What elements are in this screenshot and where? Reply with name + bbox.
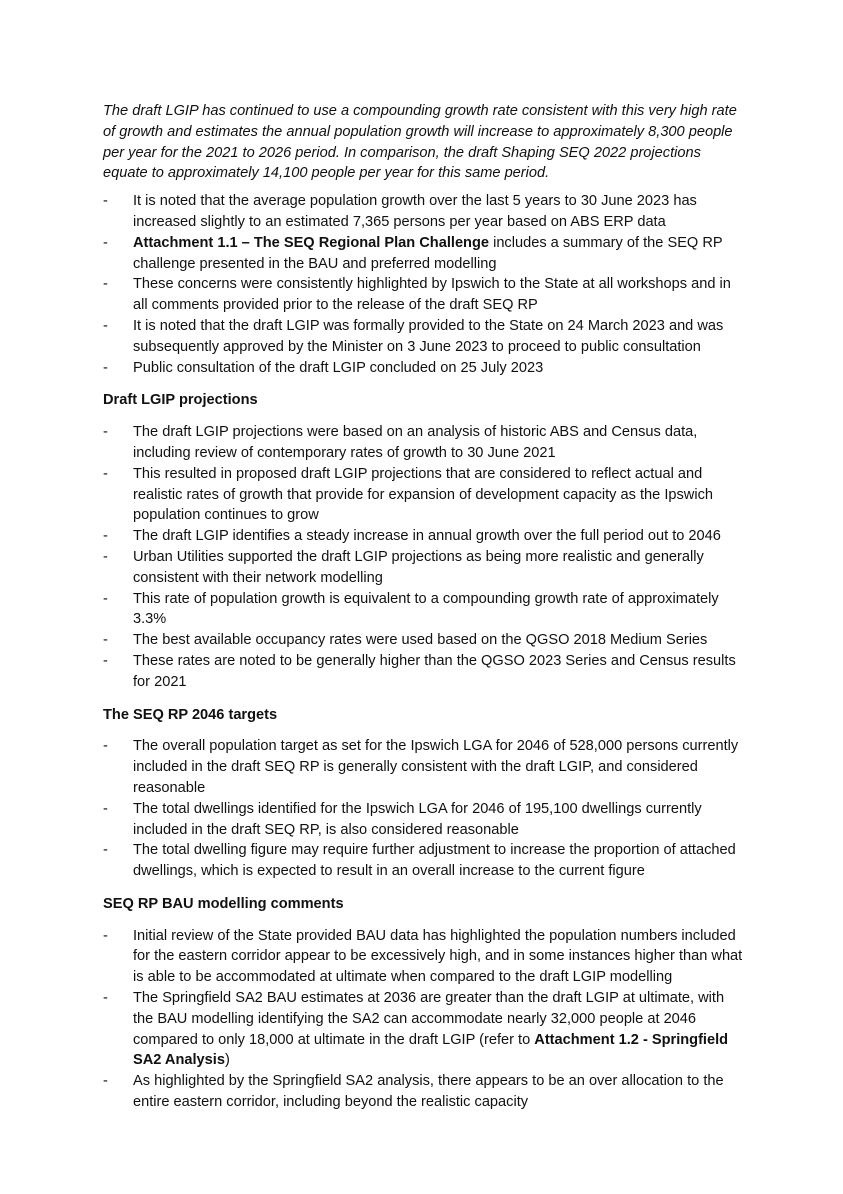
list-item-text: These rates are noted to be generally higher than the QGSO 2023 Series and Census results for 2021 [133, 652, 736, 690]
dash-marker: - [103, 528, 108, 545]
list-item [103, 464, 743, 526]
list-item [103, 547, 743, 589]
list-item-text: The total dwellings identified for the Ipswich LGA for 2046 of 195,100 dwellings currently included in the draft SEQ RP, is also considered reasonable [133, 800, 702, 838]
list-item-text: It is noted that the draft LGIP was formally provided to the State on 24 March 2023 and was subsequently approved by the Minister on 3 June 2023 to proceed to public consultation [133, 317, 724, 355]
list-item [103, 316, 743, 358]
list-item [103, 358, 743, 379]
dash-marker: - [103, 927, 108, 944]
dash-marker: - [103, 738, 108, 755]
section-draft-lgip-projections [103, 390, 743, 692]
list-item-text: The best available occupancy rates were used based on the QGSO 2018 Medium Series [133, 632, 708, 649]
list-item-text-end: ) [224, 1052, 230, 1069]
dash-marker: - [103, 234, 108, 251]
dash-marker: - [103, 800, 108, 817]
list-item-text: The draft LGIP projections were based on an analysis of historic ABS and Census data, including review of contemporary rates of growth to 30 June 2021 [133, 424, 698, 461]
attachment-reference: Attachment 1.2 - Springfield SA2 Analysis [133, 1031, 729, 1069]
list-item [103, 274, 743, 316]
list-item [103, 736, 743, 798]
intro-dash-list [103, 191, 743, 378]
list-item-text: It is noted that the average population growth over the last 5 years to 30 June 2023 has increased slightly to an estimated 7,365 persons per year based on ABS ERP data [133, 193, 697, 230]
dash-marker: - [103, 465, 108, 482]
list-item [103, 630, 743, 651]
dash-marker: - [103, 632, 108, 649]
list-item-text: This rate of population growth is equivalent to a compounding growth rate of approximately 3.3% [133, 590, 719, 628]
list-item-text: The overall population target as set for the Ipswich LGA for 2046 of 528,000 persons currently included in the draft SEQ RP is generally consistent with the draft LGIP, and considered reasonable [133, 738, 739, 796]
list-item [103, 926, 743, 988]
list-item [103, 988, 743, 1071]
dash-marker: - [103, 193, 108, 210]
list-item [103, 233, 743, 275]
list-item [103, 526, 743, 547]
dash-marker: - [103, 548, 108, 565]
list-item-text: The total dwelling figure may require further adjustment to increase the proportion of attached dwellings, which is expected to result in an overall increase to the current figure [133, 842, 736, 880]
intro-paragraph: The draft LGIP has continued to use a compounding growth rate consistent with this very high rate of growth and estimates the annual population growth will increase to approximately 8,300 people per year for the 2021 to 2026 period. In comparison, the draft Shaping SEQ 2022 projections equate to approximately 14,100 people per year for this same period. [103, 103, 737, 182]
dash-marker: - [103, 590, 108, 607]
list-item [103, 840, 743, 882]
dash-marker: - [103, 276, 108, 293]
list-item-text: Public consultation of the draft LGIP concluded on 25 July 2023 [133, 359, 544, 376]
list-item [103, 422, 743, 464]
list-item-text: The draft LGIP identifies a steady increase in annual growth over the full period out to 2046 [133, 528, 721, 545]
dash-marker: - [103, 990, 108, 1007]
list-item [103, 651, 743, 693]
dash-marker: - [103, 317, 108, 334]
list-item-text: The Springfield SA2 BAU estimates at 2036 are greater than the draft LGIP at ultimate, with the BAU modelling identifying the SA2 can accommodate nearly 32,000 people at 2046 compared to only 18,000 at ultimate in the draft LGIP (refer to [133, 990, 725, 1048]
dash-marker: - [103, 359, 108, 376]
section-heading: SEQ RP BAU modelling comments [103, 895, 344, 912]
section-dash-list [103, 736, 743, 882]
list-item [103, 1071, 743, 1113]
list-item-text: Initial review of the State provided BAU data has highlighted the population numbers included for the eastern corridor appear to be excessively high, and in some instances higher than what is able to be accommodated at ultimate when compared to the draft LGIP modelling [133, 927, 743, 986]
dash-marker: - [103, 842, 108, 859]
list-item-text: These concerns were consistently highlighted by Ipswich to the State at all workshops and in all comments provided prior to the release of the draft SEQ RP [133, 276, 731, 314]
section-heading: The SEQ RP 2046 targets [103, 706, 278, 723]
list-item [103, 589, 743, 631]
dash-marker: - [103, 1073, 108, 1090]
list-item [103, 799, 743, 841]
attachment-reference: Attachment 1.1 – The SEQ Regional Plan Challenge [133, 234, 490, 251]
list-item-text: This resulted in proposed draft LGIP projections that are considered to reflect actual and realistic rates of growth that provide for expansion of development capacity as the Ipswich population continues to grow [133, 465, 714, 524]
section-dash-list [103, 422, 743, 692]
list-item-text: Urban Utilities supported the draft LGIP projections as being more realistic and generally consistent with their network modelling [133, 548, 704, 586]
section-seq-rp-2046-targets [103, 705, 743, 882]
section-dash-list [103, 926, 743, 1113]
dash-marker: - [103, 652, 108, 669]
section-heading: Draft LGIP projections [103, 392, 258, 409]
document-page [103, 101, 743, 1113]
section-bau-modelling-comments [103, 894, 743, 1113]
dash-marker: - [103, 424, 108, 441]
list-item [103, 191, 743, 233]
list-item-text: includes a summary of the SEQ RP challenge presented in the BAU and preferred modelling [133, 234, 723, 272]
list-item-text: As highlighted by the Springfield SA2 analysis, there appears to be an over allocation to the entire eastern corridor, including beyond the realistic capacity [133, 1073, 724, 1111]
